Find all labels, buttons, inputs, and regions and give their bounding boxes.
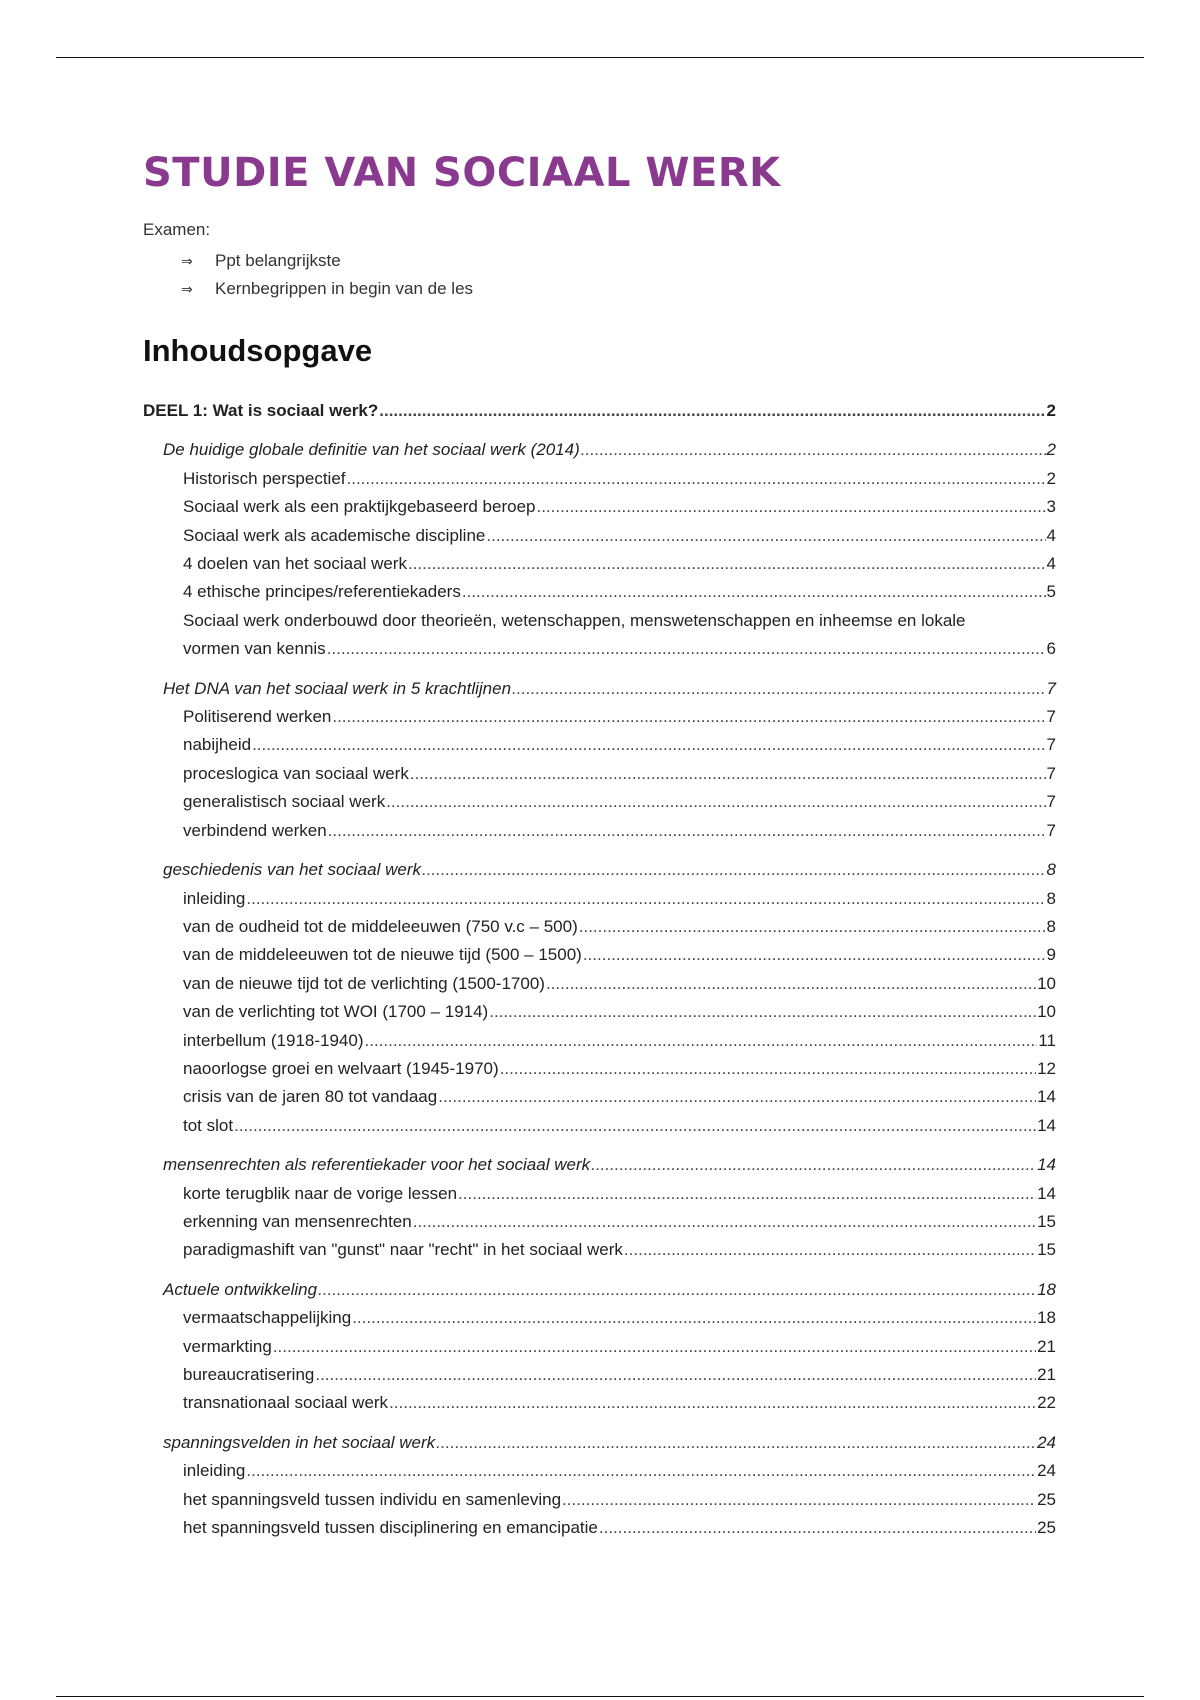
- toc-entry[interactable]: Sociaal werk als academische discipline ..... 4: [143, 522, 1056, 550]
- toc-entry[interactable]: het spanningsveld tussen disciplinering en emancipatie ..... 25: [143, 1514, 1056, 1542]
- toc-entry[interactable]: van de verlichting tot WOI (1700 – 1914) ..... 10: [143, 998, 1056, 1026]
- toc-entry[interactable]: van de middeleeuwen tot de nieuwe tijd (500 – 1500) ..... 9: [143, 941, 1056, 969]
- toc-entry[interactable]: bureaucratisering ..... 21: [143, 1361, 1056, 1389]
- header-rule: [56, 57, 1144, 58]
- toc-entry[interactable]: Politiserend werken ..... 7: [143, 703, 1056, 731]
- toc-entry[interactable]: interbellum (1918-1940) ..... 11: [143, 1027, 1056, 1055]
- toc-entry[interactable]: paradigmashift van "gunst" naar "recht" in het sociaal werk ..... 15: [143, 1236, 1056, 1264]
- toc-entry-chapter[interactable]: mensenrechten als referentiekader voor het sociaal werk ..... 14: [143, 1151, 1056, 1179]
- toc-entry-chapter[interactable]: geschiedenis van het sociaal werk ..... 8: [143, 856, 1056, 884]
- toc-entry[interactable]: van de oudheid tot de middeleeuwen (750 v.c – 500) ..... 8: [143, 913, 1056, 941]
- arrow-bullet-icon: ⇒: [181, 253, 193, 269]
- list-item: ⇒ Ppt belangrijkste: [143, 247, 1056, 275]
- arrow-bullet-icon: ⇒: [181, 281, 193, 297]
- toc-entry[interactable]: tot slot ..... 14: [143, 1112, 1056, 1140]
- exam-label: Examen:: [143, 220, 211, 239]
- toc-entry[interactable]: Historisch perspectief ..... 2: [143, 465, 1056, 493]
- toc-entry[interactable]: inleiding ..... 24: [143, 1457, 1056, 1485]
- toc-entry[interactable]: Sociaal werk als een praktijkgebaseerd beroep ..... 3: [143, 493, 1056, 521]
- toc-entry[interactable]: van de nieuwe tijd tot de verlichting (1500-1700) ..... 10: [143, 970, 1056, 998]
- toc-entry-chapter[interactable]: Actuele ontwikkeling ..... 18: [143, 1276, 1056, 1304]
- toc-entry[interactable]: vermaatschappelijking ..... 18: [143, 1304, 1056, 1332]
- document-body: [143, 145, 1056, 1542]
- toc-entry[interactable]: vormen van kennis ..... 6: [143, 635, 1056, 663]
- toc-entry[interactable]: erkenning van mensenrechten ..... 15: [143, 1208, 1056, 1236]
- toc-entry[interactable]: generalistisch sociaal werk ..... 7: [143, 788, 1056, 816]
- toc-entry[interactable]: 4 ethische principes/referentiekaders ..... 5: [143, 578, 1056, 606]
- footer-rule: [56, 1696, 1144, 1697]
- toc-entry-chapter[interactable]: De huidige globale definitie van het sociaal werk (2014) ..... 2: [143, 436, 1056, 464]
- exam-bullet-list: [143, 247, 1056, 303]
- toc-entry[interactable]: 4 doelen van het sociaal werk ..... 4: [143, 550, 1056, 578]
- toc-entry[interactable]: het spanningsveld tussen individu en samenleving ..... 25: [143, 1486, 1056, 1514]
- toc-entry-wrapped[interactable]: Sociaal werk onderbouwd door theorieën, wetenschappen, menswetenschappen en inheemse en lokale: [183, 610, 966, 630]
- toc-entry[interactable]: verbindend werken ..... 7: [143, 817, 1056, 845]
- toc-entry[interactable]: transnationaal sociaal werk ..... 22: [143, 1389, 1056, 1417]
- toc-entry[interactable]: vermarkting ..... 21: [143, 1333, 1056, 1361]
- toc-entry-part[interactable]: DEEL 1: Wat is sociaal werk? ..... 2: [143, 397, 1056, 425]
- toc-entry[interactable]: naoorlogse groei en welvaart (1945-1970) ..... 12: [143, 1055, 1056, 1083]
- toc-entry-chapter[interactable]: Het DNA van het sociaal werk in 5 krachtlijnen ..... 7: [143, 675, 1056, 703]
- toc-entry[interactable]: korte terugblik naar de vorige lessen ..... 14: [143, 1180, 1056, 1208]
- toc-entry[interactable]: proceslogica van sociaal werk ..... 7: [143, 760, 1056, 788]
- list-item: ⇒ Kernbegrippen in begin van de les: [143, 275, 1056, 303]
- toc-entry-chapter[interactable]: spanningsvelden in het sociaal werk ..... 24: [143, 1429, 1056, 1457]
- toc-entry[interactable]: crisis van de jaren 80 tot vandaag ..... 14: [143, 1083, 1056, 1111]
- toc-entry[interactable]: nabijheid ..... 7: [143, 731, 1056, 759]
- toc-entry[interactable]: inleiding ..... 8: [143, 885, 1056, 913]
- document-title: STUDIE VAN SOCIAAL WERK: [143, 150, 781, 196]
- toc-heading: Inhoudsopgave: [143, 333, 373, 368]
- table-of-contents: [143, 397, 1056, 1542]
